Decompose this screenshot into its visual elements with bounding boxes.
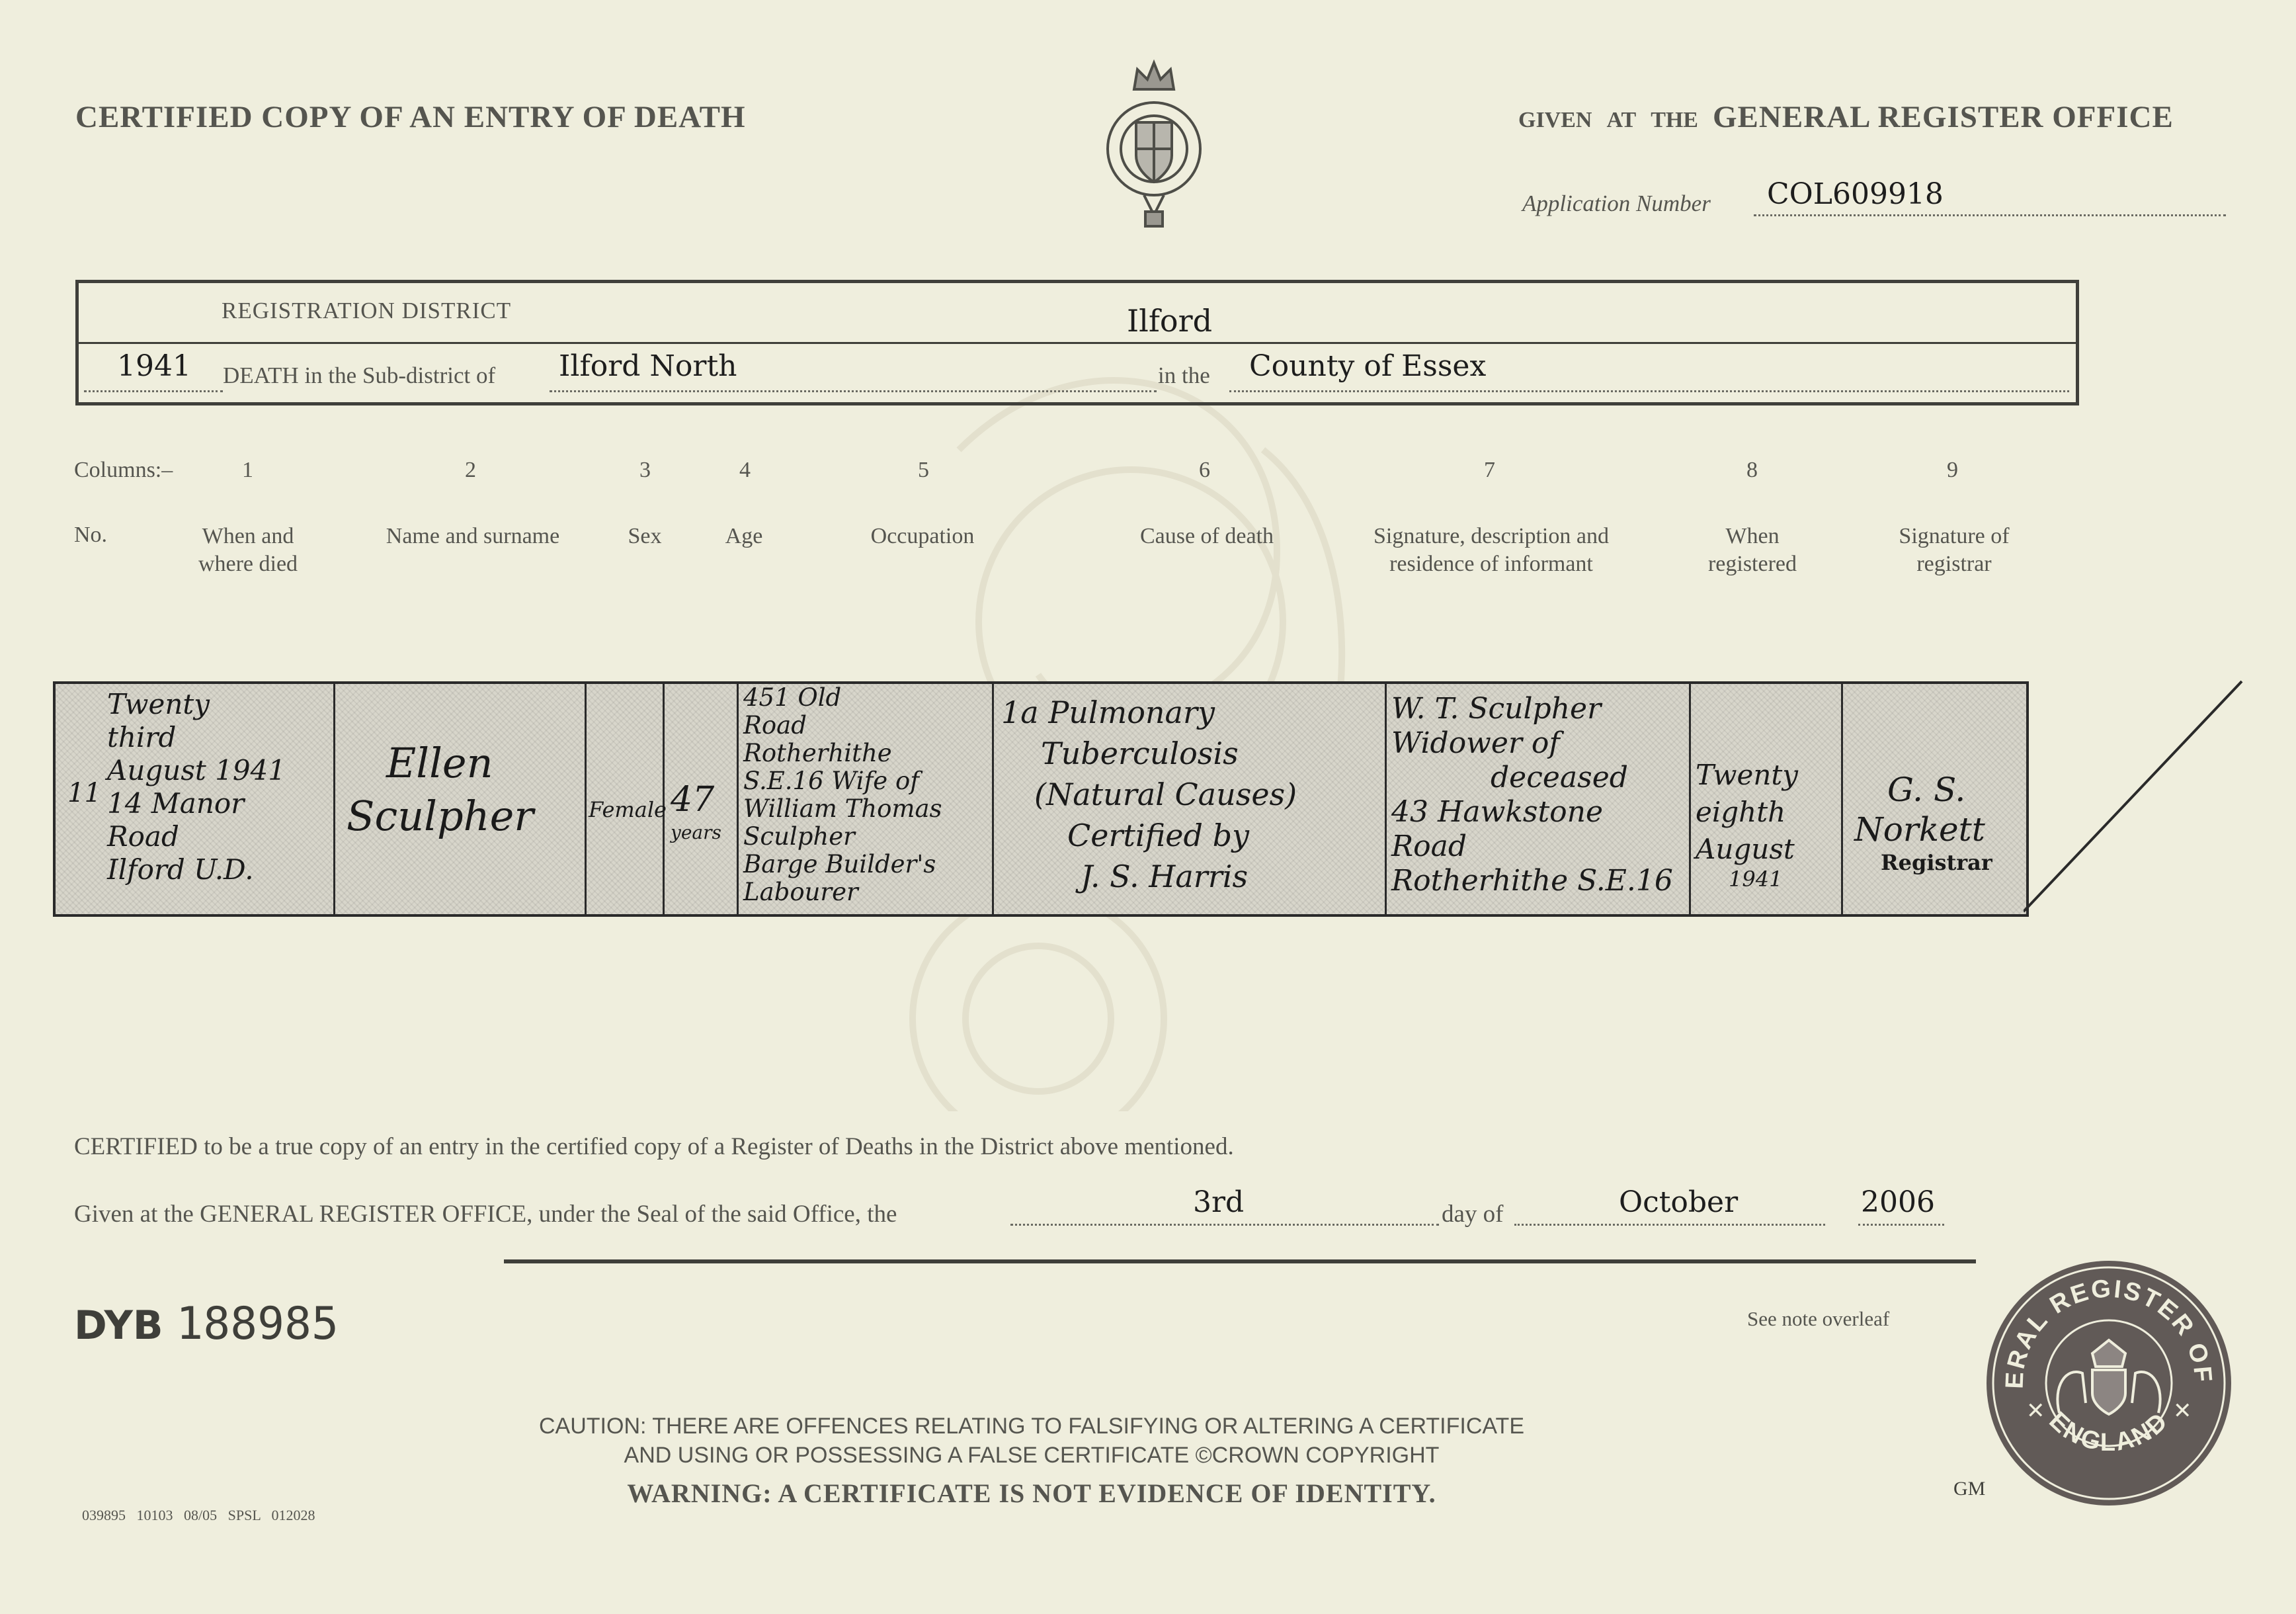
column-header-sex: Sex xyxy=(628,524,662,548)
entry-sex: Female xyxy=(589,797,667,822)
caution-notice: CAUTION: THERE ARE OFFENCES RELATING TO FALSIFYING OR ALTERING A CERTIFICATE AND USING OR POSSESSING A FALSE CERTIFICATE ©CROWN COPYRIGHT xyxy=(539,1414,1524,1468)
year-issued-value: 2006 xyxy=(1861,1185,1935,1219)
office-name: GENERAL REGISTER OFFICE xyxy=(1713,100,2174,134)
print-code: 039895 10103 08/05 SPSL 012028 xyxy=(82,1507,315,1523)
identity-warning: WARNING: A CERTIFICATE IS NOT EVIDENCE OF IDENTITY. xyxy=(627,1478,1436,1508)
month-field xyxy=(1514,1185,1825,1226)
year-value: 1941 xyxy=(117,349,191,383)
column-number-3: 3 xyxy=(639,458,651,482)
in-the-label: in the xyxy=(1158,362,1210,388)
svg-text:✕: ✕ xyxy=(2173,1398,2192,1424)
see-note-overleaf: See note overleaf xyxy=(1747,1307,1890,1330)
sub-district-value: Ilford North xyxy=(559,349,737,383)
entry-number: 11 xyxy=(67,778,101,808)
column-number-2: 2 xyxy=(465,458,476,482)
column-header-cause: Cause of death xyxy=(1139,524,1274,548)
column-number-6: 6 xyxy=(1199,458,1210,482)
entry-registrar-signature: G. S. Norkett Registrar xyxy=(1854,771,1992,875)
death-in-label: DEATH in the Sub-district of xyxy=(223,362,496,388)
district-box xyxy=(75,280,2079,405)
cancel-strike-line xyxy=(2024,675,2248,913)
day-field xyxy=(1010,1185,1439,1226)
entry-occupation: 451 Old Road Rotherhithe S.E.16 Wife of William Thomas Sculpher Barge Builder's Labourer xyxy=(743,683,942,906)
registration-district-label: REGISTRATION DISTRICT xyxy=(222,298,512,323)
column-header-no: No. xyxy=(74,523,108,547)
horizontal-rule xyxy=(504,1259,1976,1263)
gro-seal-icon xyxy=(1987,1261,2231,1506)
month-value: October xyxy=(1619,1185,1739,1219)
certification-statement: CERTIFIED to be a true copy of an entry in the certified copy of a Register of Deaths in the District above mentioned. xyxy=(74,1133,1234,1160)
given-at-heading: GIVEN AT THE GENERAL REGISTER OFFICE xyxy=(1518,100,2174,134)
royal-coat-of-arms-icon xyxy=(1098,56,1210,241)
column-number-7: 7 xyxy=(1484,458,1495,482)
day-value: 3rd xyxy=(1193,1185,1245,1219)
column-header-age: Age xyxy=(725,524,763,548)
column-header-when-where: When and where died xyxy=(198,524,298,576)
svg-text:✕: ✕ xyxy=(2026,1398,2045,1424)
entry-when-registered: Twenty eighth August 1941 xyxy=(1696,759,1798,892)
column-number-1: 1 xyxy=(242,458,253,482)
day-of-label: day of xyxy=(1442,1201,1504,1228)
district-divider xyxy=(79,342,2076,344)
entry-cause-of-death: 1a Pulmonary Tuberculosis (Natural Causes) Certified by J. S. Harris xyxy=(1001,695,1297,894)
svg-text:GENERAL REGISTER OFFICE: ERAL REGISTER OF xyxy=(2000,1275,2217,1390)
registration-district-value: Ilford xyxy=(1127,303,1213,339)
column-header-occupation: Occupation xyxy=(870,524,975,548)
column-header-when-registered: When registered xyxy=(1707,524,1797,576)
certificate-title: CERTIFIED COPY OF AN ENTRY OF DEATH xyxy=(75,100,746,134)
year-issued-field xyxy=(1858,1185,1944,1226)
column-number-4: 4 xyxy=(739,458,751,482)
sub-district-field xyxy=(550,349,1157,392)
entry-informant: W. T. Sculpher Widower of deceased 43 Hawkstone Road Rotherhithe S.E.16 xyxy=(1391,692,1673,898)
certificate-serial: DYB 188985 xyxy=(74,1298,339,1350)
entry-name: Ellen Sculpher xyxy=(347,739,534,840)
column-number-8: 8 xyxy=(1746,458,1758,482)
columns-label: Columns:– xyxy=(74,458,173,482)
column-number-9: 9 xyxy=(1947,458,1958,482)
column-header-name: Name and surname xyxy=(386,524,560,548)
year-field xyxy=(84,349,223,392)
registrar-initials: GM xyxy=(1953,1478,1986,1500)
column-number-5: 5 xyxy=(918,458,929,482)
column-header-informant: Signature, description and residence of informant xyxy=(1374,524,1609,576)
gro-seal-graphic xyxy=(1987,1261,2231,1506)
application-number-label: Application Number xyxy=(1522,191,1711,216)
entry-age: 47 years xyxy=(671,780,721,843)
application-number: COL609918 xyxy=(1767,177,1944,211)
entry-when-where: Twenty third August 1941 14 Manor Road Ilford U.D. xyxy=(107,688,286,886)
column-header-registrar: Signature of registrar xyxy=(1899,524,2010,576)
register-entry-row xyxy=(53,681,2029,917)
given-at-statement: Given at the GENERAL REGISTER OFFICE, under the Seal of the said Office, the xyxy=(74,1201,897,1228)
county-field xyxy=(1229,349,2069,392)
svg-text:ENGLAND: ENGLAND xyxy=(2043,1406,2174,1457)
county-value: County of Essex xyxy=(1249,349,1487,383)
application-number-field xyxy=(1754,177,2226,216)
